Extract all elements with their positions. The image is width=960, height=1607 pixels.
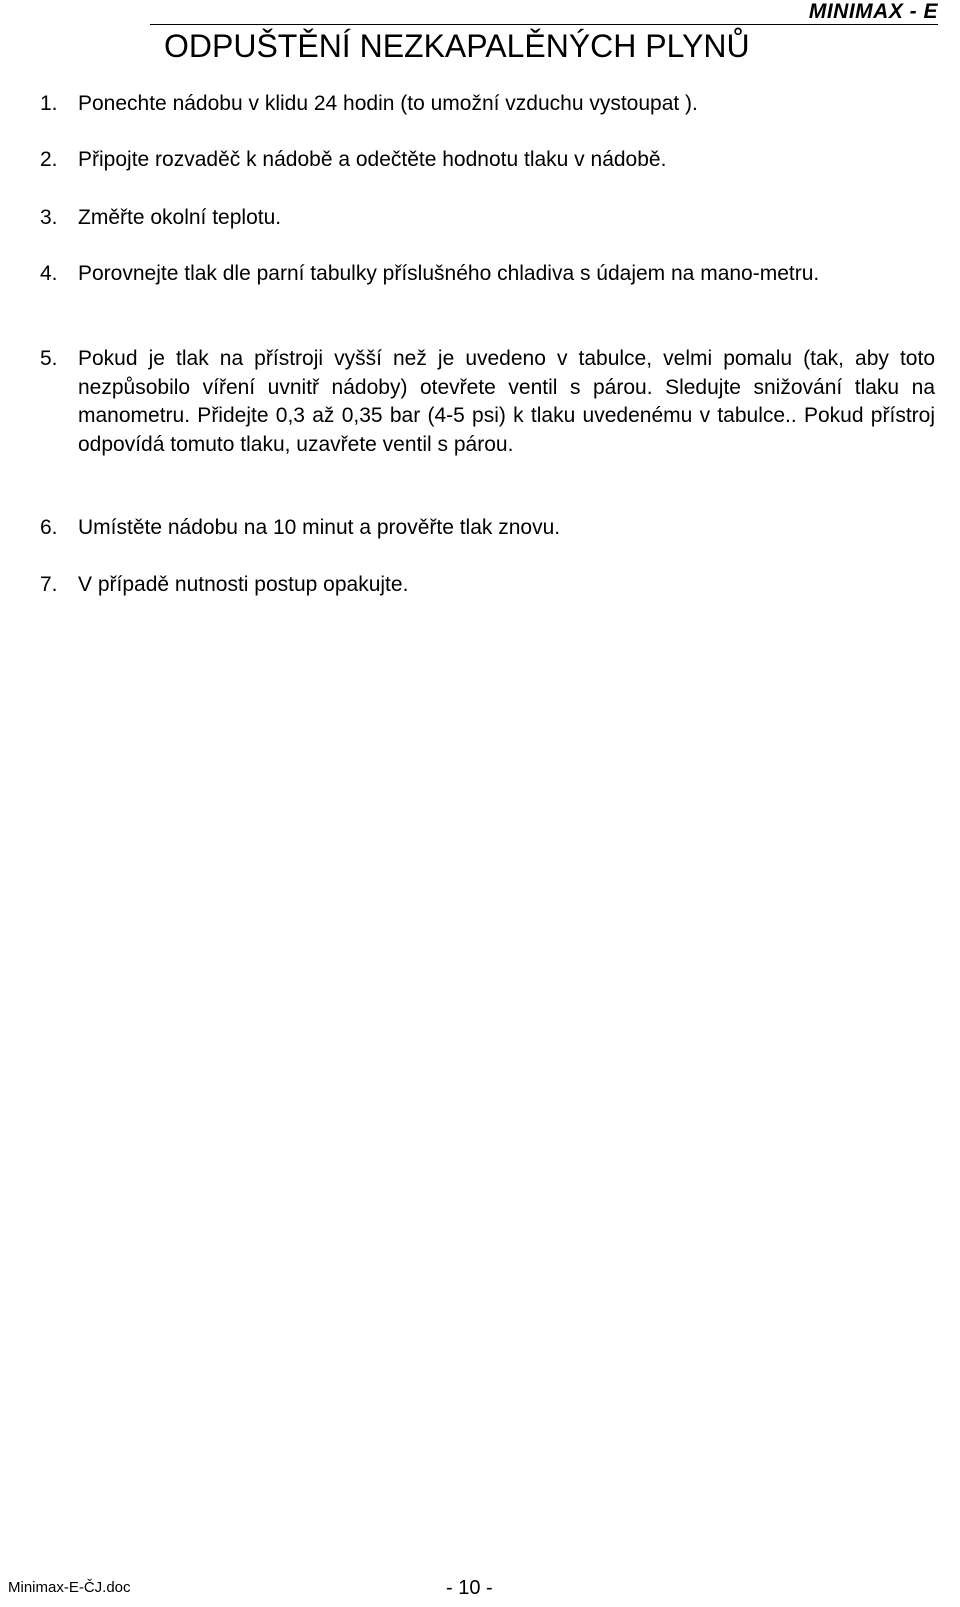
step-1 bbox=[40, 90, 935, 119]
footer-page-number: - 10 - bbox=[446, 1577, 493, 1599]
step-number: 7. bbox=[40, 573, 58, 596]
footer-filename: Minimax-E-ČJ.doc bbox=[8, 1579, 131, 1596]
step-number: 6. bbox=[40, 516, 58, 539]
step-text: Změřte okolní teplotu. bbox=[78, 206, 282, 229]
step-6 bbox=[40, 514, 935, 543]
step-number: 5. bbox=[40, 347, 58, 370]
step-4 bbox=[40, 260, 935, 289]
step-5 bbox=[40, 345, 935, 459]
header-brand: MINIMAX - E bbox=[808, 0, 938, 23]
step-number: 4. bbox=[40, 262, 58, 285]
step-number: 1. bbox=[40, 92, 58, 115]
step-number: 2. bbox=[40, 148, 58, 171]
step-text: Porovnejte tlak dle parní tabulky příslušného chladiva s údajem na mano-metru. bbox=[78, 262, 820, 285]
step-text: V případě nutnosti postup opakujte. bbox=[78, 573, 409, 596]
page-title: ODPUŠTĚNÍ NEZKAPALĚNÝCH PLYNŮ bbox=[164, 28, 750, 64]
step-text: Pokud je tlak na přístroji vyšší než je uvedeno v tabulce, velmi pomalu (tak, aby toto nezpůsobilo víření uvnitř nádoby) otevřete ventil s párou. Sledujte snižování tlaku na manometru. Přidejte 0,3 až 0,35 bar (4-5 psi) k tlaku uvedenému v tabulce.. Pokud přístroj odpovídá tomuto tlaku, uzavřete ventil s párou. bbox=[78, 347, 935, 456]
step-number: 3. bbox=[40, 206, 58, 229]
step-text: Ponechte nádobu v klidu 24 hodin (to umožní vzduchu vystoupat ). bbox=[78, 92, 698, 115]
step-3 bbox=[40, 204, 935, 233]
step-7 bbox=[40, 571, 935, 600]
step-text: Připojte rozvaděč k nádobě a odečtěte hodnotu tlaku v nádobě. bbox=[78, 148, 667, 171]
step-2 bbox=[40, 146, 935, 175]
header-rule bbox=[150, 24, 938, 25]
step-text: Umístěte nádobu na 10 minut a prověřte tlak znovu. bbox=[78, 516, 561, 539]
